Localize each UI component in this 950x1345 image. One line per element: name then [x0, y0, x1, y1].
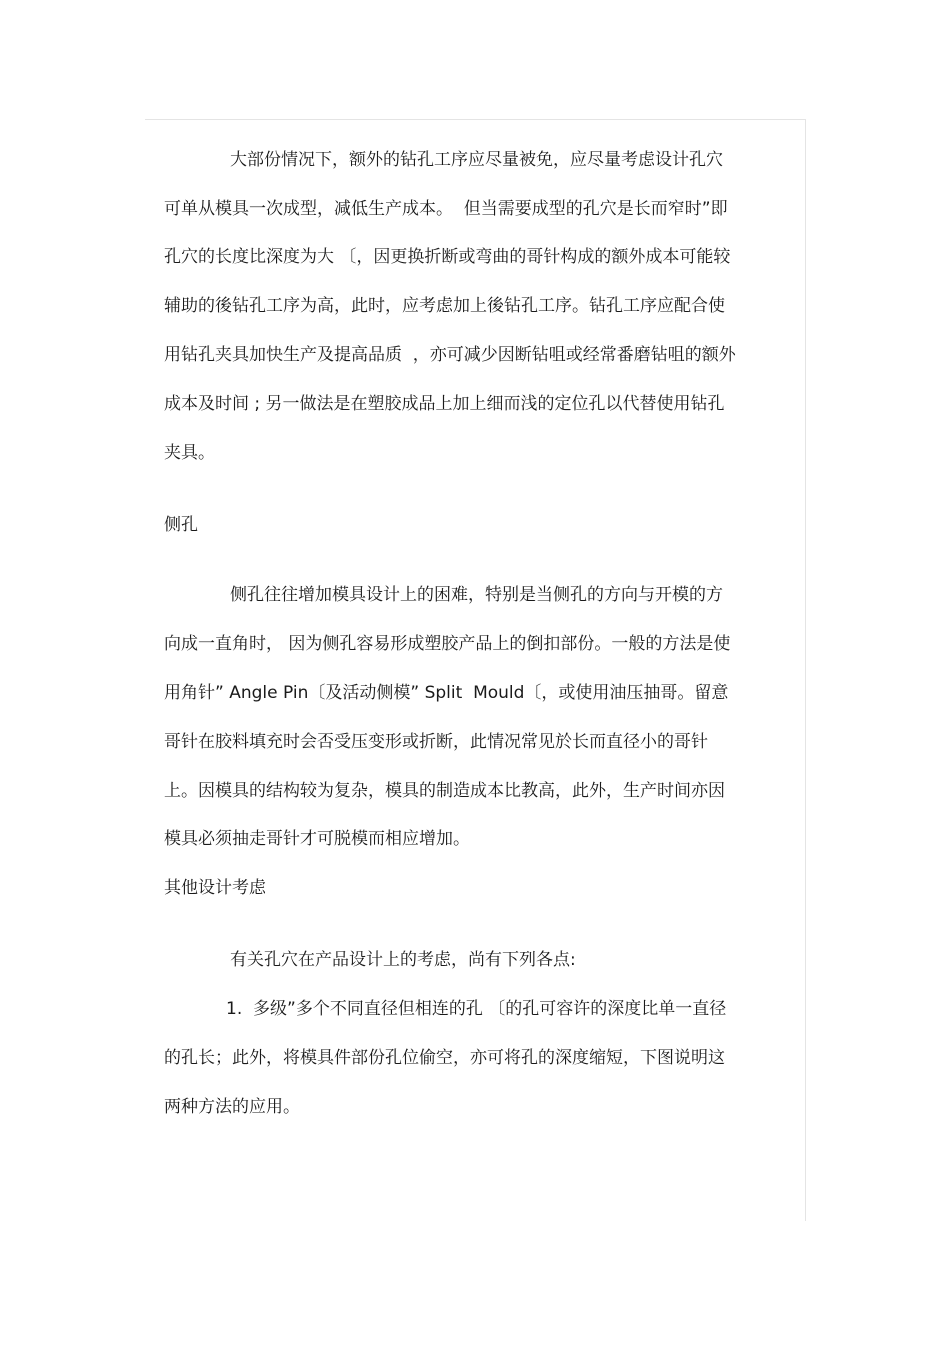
paragraph-line: 孔穴的长度比深度为大 〔，因更换折断或弯曲的哥针构成的额外成本可能较 [164, 247, 731, 267]
paragraph-line: 模具必须抽走哥针才可脱模而相应增加。 [164, 829, 470, 849]
paragraph-line: 用角针” Angle Pin〔及活动侧模” Split Mould〔，或使用油压抽哥。留意 [164, 683, 729, 703]
paragraph-line: 用钻孔夹具加快生产及提高品质 ，亦可减少因断钻咀或经常番磨钻咀的额外 [164, 345, 736, 365]
list-item-line: 1. 多级”多个不同直径但相连的孔 〔的孔可容许的深度比单一直径 [226, 999, 727, 1019]
paragraph-line: 侧孔往往增加模具设计上的困难，特别是当侧孔的方向与开模的方 [230, 585, 723, 605]
paragraph-line: 辅助的後钻孔工序为高，此时，应考虑加上後钻孔工序。钻孔工序应配合使 [164, 296, 725, 316]
paragraph-line: 上。因模具的结构较为复杂，模具的制造成本比教高，此外，生产时间亦因 [164, 781, 725, 801]
section-heading: 其他设计考虑 [164, 878, 266, 898]
list-item-line: 的孔长；此外，将模具件部份孔位偷空，亦可将孔的深度缩短，下图说明这 [164, 1048, 725, 1068]
paragraph-line: 有关孔穴在产品设计上的考虑，尚有下列各点: [230, 950, 576, 970]
paragraph-line: 大部份情况下，额外的钻孔工序应尽量被免，应尽量考虑设计孔穴 [230, 150, 723, 170]
paragraph-line: 向成一直角时， 因为侧孔容易形成塑胶产品上的倒扣部份。一般的方法是使 [164, 634, 731, 654]
paragraph-line: 成本及时间 ; 另一做法是在塑胶成品上加上细而浅的定位孔以代替使用钻孔 [164, 394, 725, 414]
section-heading: 侧孔 [164, 515, 198, 535]
paragraph-line: 可单从模具一次成型，减低生产成本。 但当需要成型的孔穴是长而窄时”即 [164, 199, 728, 219]
paragraph-line: 夹具。 [164, 443, 215, 463]
paragraph-line: 哥针在胶料填充时会否受压变形或折断，此情况常见於长而直径小的哥针 [164, 732, 708, 752]
list-item-line: 两种方法的应用。 [164, 1097, 300, 1117]
